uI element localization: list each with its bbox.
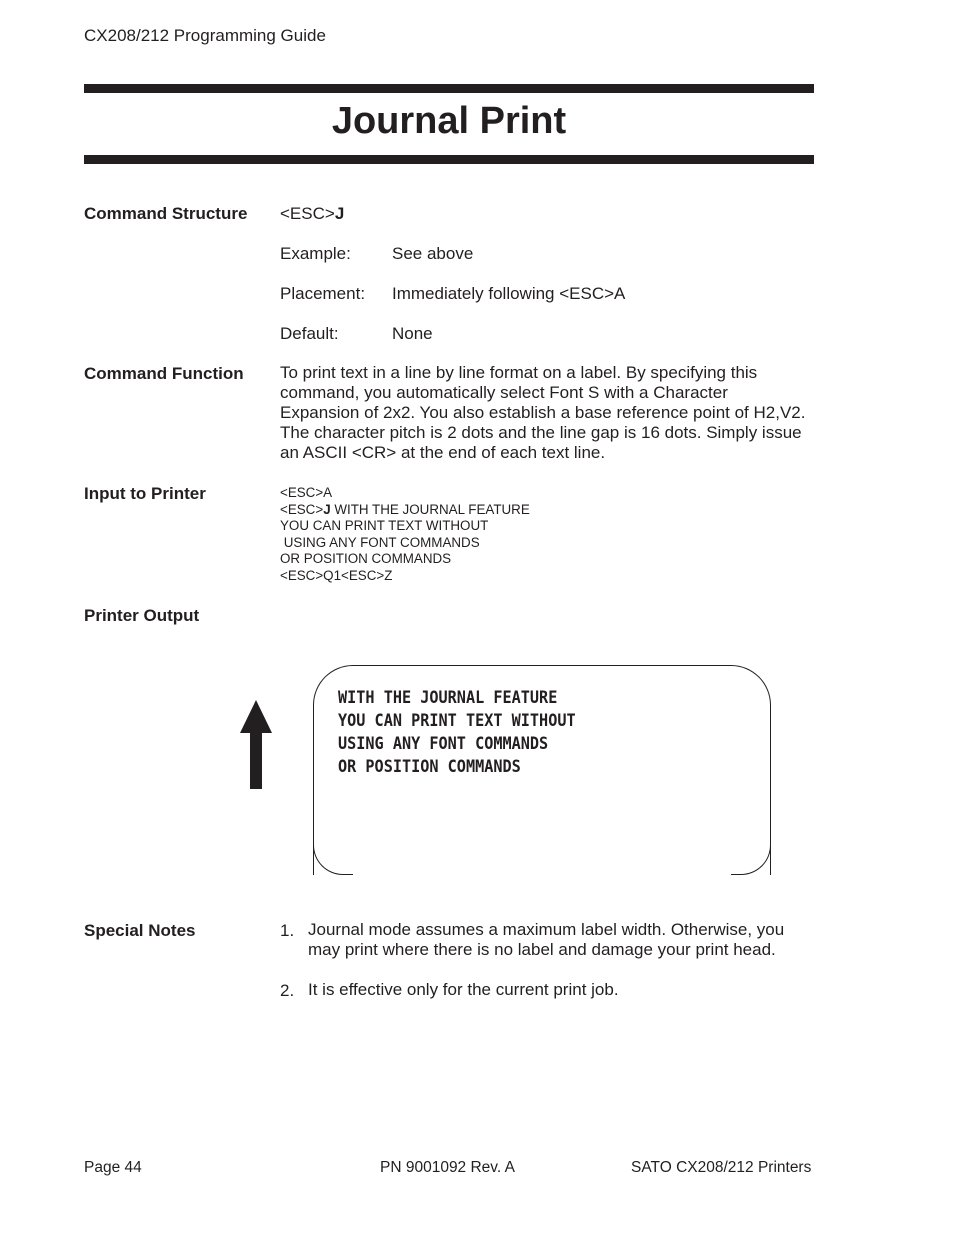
input-line: USING ANY FONT COMMANDS: [280, 534, 480, 550]
default-key: Default:: [280, 324, 339, 343]
output-line: USING ANY FONT COMMANDS: [338, 734, 549, 753]
input-line: YOU CAN PRINT TEXT WITHOUT: [280, 518, 489, 534]
command-syntax: [280, 204, 344, 224]
input-code-block: [280, 485, 530, 585]
default-value: None: [392, 324, 433, 343]
function-line: Expansion of 2x2. You also establish a base reference point of H2,V2.: [280, 403, 806, 422]
footer-part-number: PN 9001092 Rev. A: [380, 1159, 515, 1176]
note-text: Journal mode assumes a maximum label width. Otherwise, you may print where there is no label and damage your print head.: [308, 920, 785, 959]
command-prefix: <ESC>: [280, 204, 335, 223]
input-to-printer-label: Input to Printer: [84, 484, 206, 503]
placement-value: Immediately following <ESC>A: [392, 284, 626, 303]
function-line: command, you automatically select Font S with a Character: [280, 383, 728, 402]
input-line: <ESC>J WITH THE JOURNAL FEATURE: [280, 501, 530, 517]
title-rule-top: [84, 84, 814, 93]
page-title: Journal Print: [331, 100, 567, 142]
example-key: Example:: [280, 244, 351, 263]
footer-product: SATO CX208/212 Printers: [631, 1159, 812, 1176]
example-value: See above: [392, 244, 474, 263]
feed-direction-arrow-head: [240, 700, 272, 733]
title-rule-bottom: [84, 155, 814, 164]
function-line: an ASCII <CR> at the end of each text line.: [280, 443, 606, 462]
placement-key: Placement:: [280, 284, 366, 303]
command-letter: J: [334, 204, 345, 223]
label-open-edge-mask: [300, 875, 785, 895]
function-line: The character pitch is 2 dots and the line gap is 16 dots. Simply issue: [280, 423, 802, 442]
output-line: OR POSITION COMMANDS: [338, 757, 521, 776]
printer-output-label: Printer Output: [84, 606, 200, 625]
command-function-text: [280, 363, 825, 463]
command-structure-label: Command Structure: [84, 204, 248, 223]
function-line: To print text in a line by line format on a label. By specifying this: [280, 363, 758, 382]
input-line: <ESC>Q1<ESC>Z: [280, 567, 393, 583]
note-number: 1.: [280, 921, 295, 940]
note-number: 2.: [280, 981, 295, 1000]
input-line: <ESC>A: [280, 485, 333, 500]
printed-label-text: [338, 686, 576, 778]
special-notes-label: Special Notes: [84, 921, 196, 940]
output-line: YOU CAN PRINT TEXT WITHOUT: [338, 711, 576, 730]
input-line: OR POSITION COMMANDS: [280, 551, 452, 567]
feed-direction-arrow-shaft: [250, 732, 262, 789]
running-header: CX208/212 Programming Guide: [84, 26, 326, 45]
output-line: WITH THE JOURNAL FEATURE: [338, 688, 558, 707]
command-function-label: Command Function: [84, 364, 244, 383]
note-text: It is effective only for the current print job.: [308, 980, 619, 999]
footer-page-number: Page 44: [84, 1159, 142, 1176]
